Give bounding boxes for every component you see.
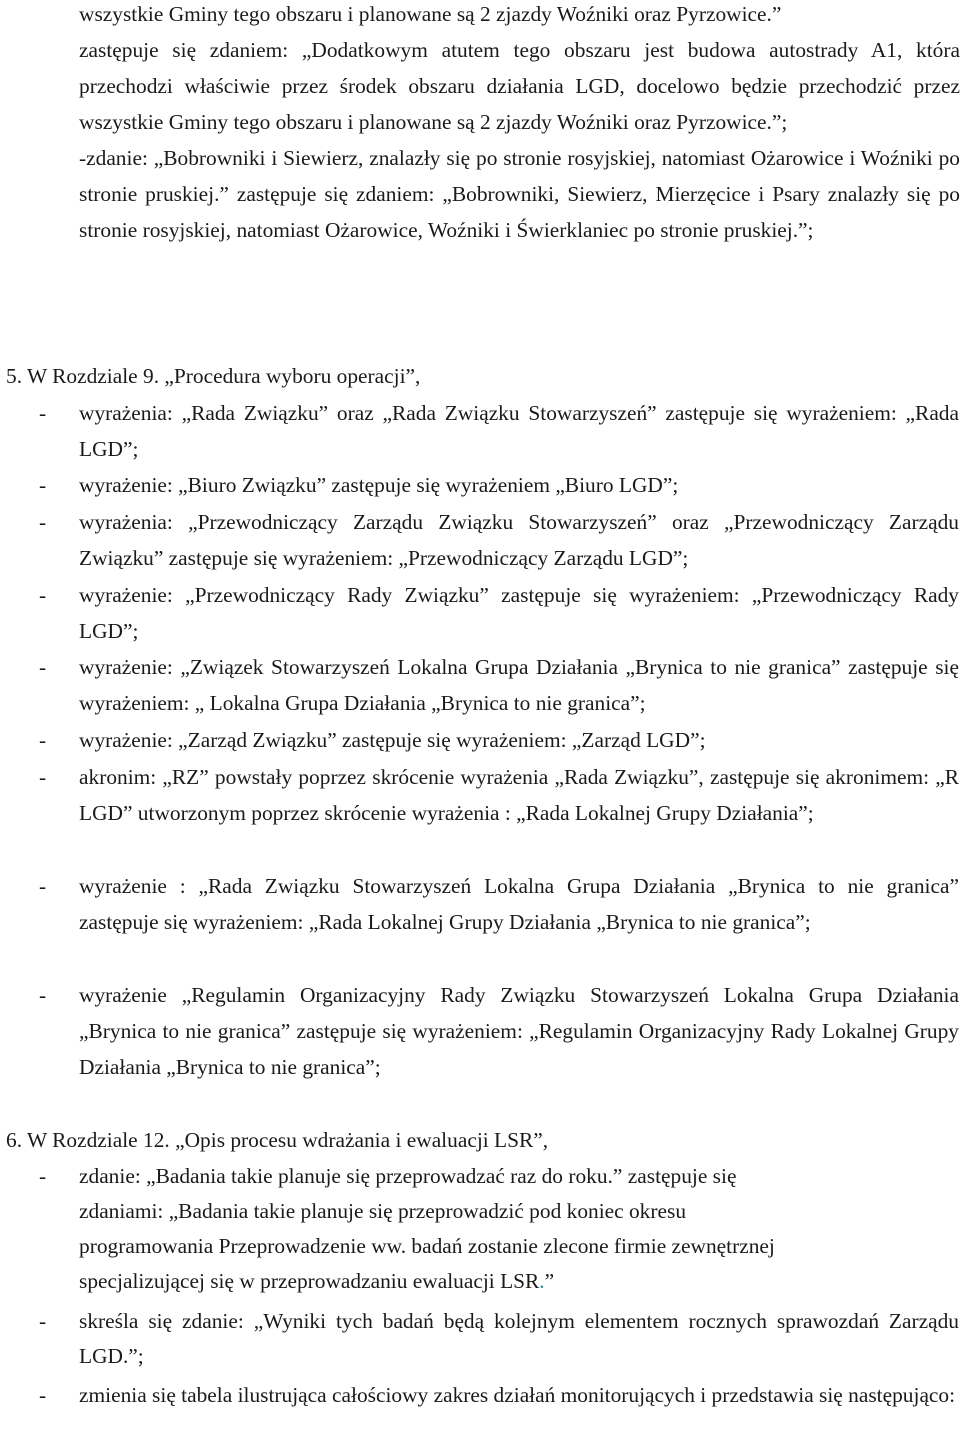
list-item: wyrażenie: „Biuro Związku” zastępuje się wyrażeniem „Biuro LGD”; <box>79 473 679 497</box>
list-item: wyrażenie: „Zarząd Związku” zastępuje się wyrażeniem: „Zarząd LGD”; <box>79 728 706 752</box>
list-dash: - <box>39 874 47 898</box>
list-item: wyrażenie: „Związek Stowarzyszeń Lokalna Grupa Działania „Brynica to nie granica” zastępuje się wyrażeniem: „ Lokalna Grupa Działania „Brynica to nie granica”; <box>79 655 959 715</box>
intro-text <box>79 0 960 248</box>
section-6-heading: 6. W Rozdziale 12. „Opis procesu wdrażania i ewaluacji LSR”, <box>6 1128 549 1152</box>
list-dash: - <box>39 583 47 607</box>
list-item: zmienia się tabela ilustrująca całościowy zakres działań monitorujących i przedstawia się następująco: <box>79 1383 956 1407</box>
list-dash: - <box>39 1309 47 1333</box>
list-item-line: zdaniami: „Badania takie planuje się przeprowadzić pod koniec okresu <box>79 1199 687 1223</box>
colored-period: . <box>539 1269 545 1293</box>
list-item-text: specjalizującej się w przeprowadzaniu ewaluacji LSR <box>79 1269 540 1293</box>
list-item: wyrażenie: „Przewodniczący Rady Związku” zastępuje się wyrażeniem: „Przewodniczący Rady LGD”; <box>79 583 959 643</box>
list-item: wyrażenie : „Rada Związku Stowarzyszeń Lokalna Grupa Działania „Brynica to nie granica” zastępuje się wyrażeniem: „Rada Lokalnej Grupy Działania „Brynica to nie granica”; <box>79 874 959 934</box>
intro-paragraph-1: zastępuje się zdaniem: „Dodatkowym atutem tego obszaru jest budowa autostrady A1, która przechodzi właściwie przez środek obszaru działania LGD, docelowo będzie przechodzić przez wszystkie Gminy tego obszaru i planowane są 2 zjazdy Woźniki oraz Pyrzowice.”; <box>79 38 960 134</box>
closing-quote: ” <box>544 1269 555 1293</box>
list-item: wyrażenia: „Rada Związku” oraz „Rada Związku Stowarzyszeń” zastępuje się wyrażeniem: „Rada LGD”; <box>79 401 959 461</box>
list-dash: - <box>39 401 47 425</box>
list-item: wyrażenie „Regulamin Organizacyjny Rady Związku Stowarzyszeń Lokalna Grupa Działania „Brynica to nie granica” zastępuje się wyrażeniem: „Regulamin Organizacyjny Rady Lokalnej Grupy Działania „Brynica to nie granica”; <box>79 983 959 1079</box>
list-dash: - <box>39 655 47 679</box>
list-item <box>79 1159 959 1299</box>
list-item-line <box>79 1264 959 1299</box>
list-dash: - <box>39 473 47 497</box>
list-item: wyrażenia: „Przewodniczący Zarządu Związku Stowarzyszeń” oraz „Przewodniczący Zarządu Związku” zastępuje się wyrażeniem: „Przewodniczący Zarządu LGD”; <box>79 510 959 570</box>
list-item: akronim: „RZ” powstały poprzez skrócenie wyrażenia „Rada Związku”, zastępuje się akronimem: „R LGD” utworzonym poprzez skrócenie wyrażenia : „Rada Lokalnej Grupy Działania”; <box>79 765 959 825</box>
list-item: skreśla się zdanie: „Wyniki tych badań będą kolejnym elementem rocznych sprawozdań Zarządu LGD.”; <box>79 1309 959 1368</box>
intro-paragraph-2: -zdanie: „Bobrowniki i Siewierz, znalazły się po stronie rosyjskiej, natomiast Ożarowice i Woźniki po stronie pruskiej.” zastępuje się zdaniem: „Bobrowniki, Siewierz, Mierzęcice i Psary znalazły się po stronie rosyjskiej, natomiast Ożarowice, Woźniki i Świerklaniec po stronie pruskiej.”; <box>79 146 960 242</box>
section-5-heading: 5. W Rozdziale 9. „Procedura wyboru operacji”, <box>6 364 421 388</box>
list-dash: - <box>39 765 47 789</box>
intro-first-line: wszystkie Gminy tego obszaru i planowane są 2 zjazdy Woźniki oraz Pyrzowice.” <box>79 2 782 26</box>
list-dash: - <box>39 728 47 752</box>
list-item-line: zdanie: „Badania takie planuje się przeprowadzać raz do roku.” zastępuje się <box>79 1164 737 1188</box>
list-dash: - <box>39 1164 47 1188</box>
list-dash: - <box>39 983 47 1007</box>
list-dash: - <box>39 510 47 534</box>
list-item-line: programowania Przeprowadzenie ww. badań zostanie zlecone firmie zewnętrznej <box>79 1234 775 1258</box>
list-dash: - <box>39 1383 47 1407</box>
